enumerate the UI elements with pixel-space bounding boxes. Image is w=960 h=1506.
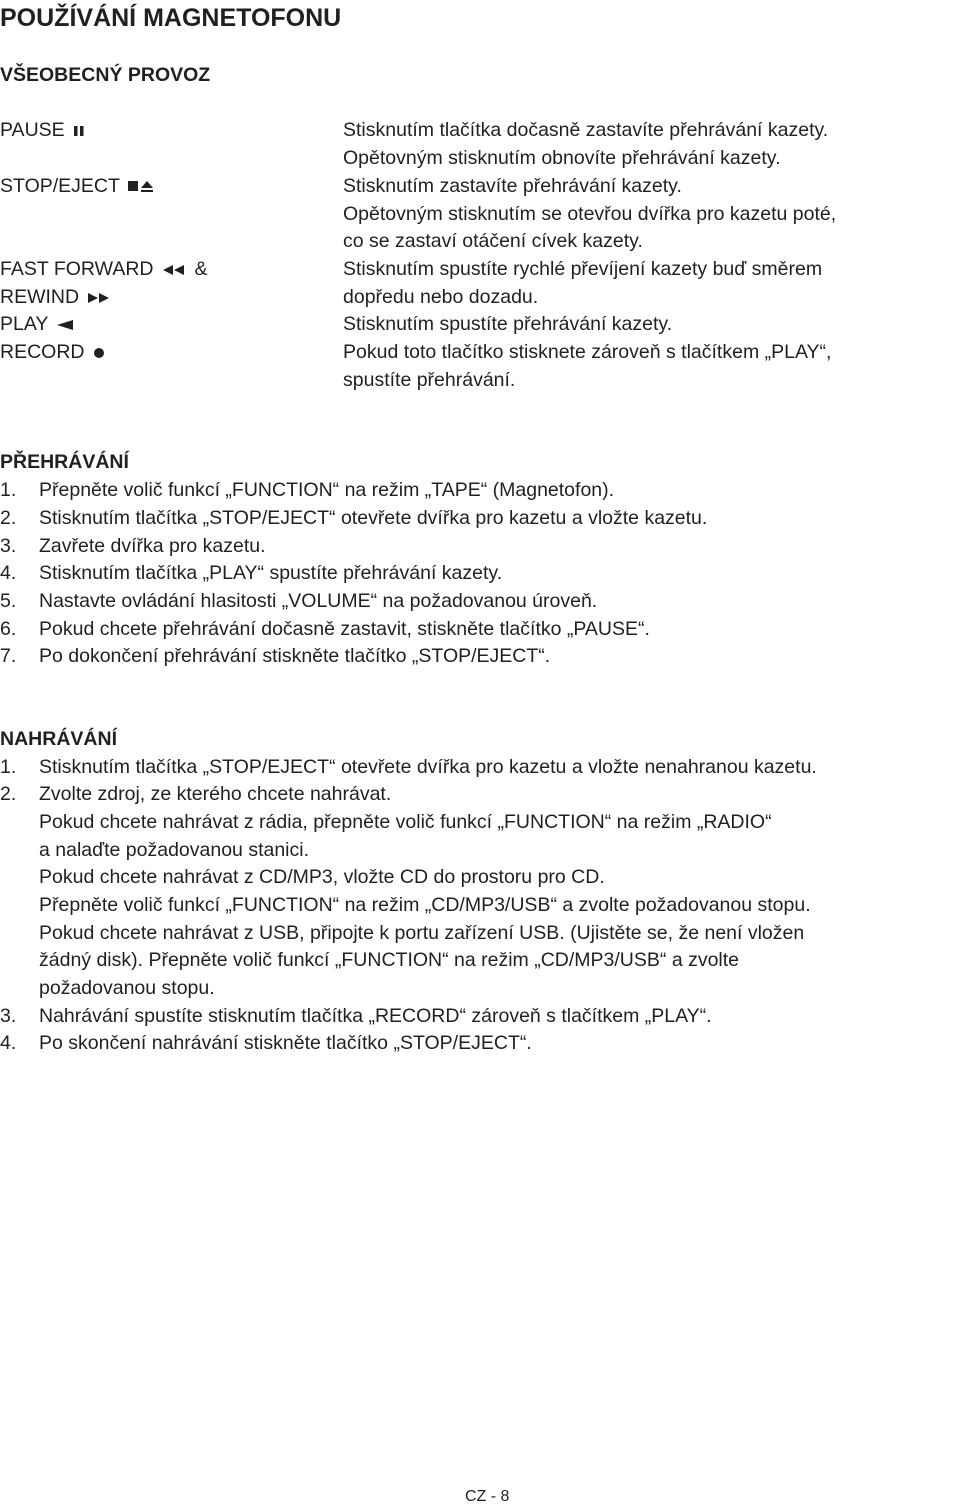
- step-number: 7.: [0, 645, 17, 667]
- page-number: CZ - 8: [465, 1488, 510, 1505]
- recording-step-text: Přepněte volič funkcí „FUNCTION“ na režim „CD/MP3/USB“ a zvolte požadovanou stopu.: [39, 894, 811, 916]
- fast-forward-icon: [162, 264, 186, 276]
- step-number: 5.: [0, 590, 17, 612]
- recording-step-text: Po skončení nahrávání stiskněte tlačítko „STOP/EJECT“.: [39, 1032, 532, 1054]
- record-desc-line: spustíte přehrávání.: [343, 369, 516, 391]
- step-number: 4.: [0, 562, 17, 584]
- recording-step-text: a nalaďte požadovanou stanici.: [39, 839, 310, 861]
- fast-forward-desc-line: dopředu nebo dozadu.: [343, 286, 539, 308]
- fast-forward-desc-line: Stisknutím spustíte rychlé převíjení kazety buď směrem: [343, 258, 823, 280]
- recording-step-text: Zvolte zdroj, ze kterého chcete nahrávat.: [39, 783, 392, 805]
- playback-step-text: Stisknutím tlačítka „PLAY“ spustíte přehrávání kazety.: [39, 562, 503, 584]
- fast-forward-suffix: &: [194, 258, 208, 280]
- playback-step-text: Pokud chcete přehrávání dočasně zastavit, stiskněte tlačítko „PAUSE“.: [39, 618, 650, 640]
- record-label: RECORD: [0, 341, 85, 363]
- page-title: POUŽÍVÁNÍ MAGNETOFONU: [0, 4, 342, 32]
- playback-step-text: Po dokončení přehrávání stiskněte tlačítko „STOP/EJECT“.: [39, 645, 551, 667]
- stop-eject-icon: [128, 180, 154, 193]
- rewind-icon: [87, 292, 111, 304]
- stop-eject-desc-line: Stisknutím zastavíte přehrávání kazety.: [343, 175, 682, 197]
- step-number: 2.: [0, 783, 17, 805]
- step-number: 4.: [0, 1032, 17, 1054]
- rewind-label: REWIND: [0, 286, 80, 308]
- step-number: 1.: [0, 479, 17, 501]
- playback-step-text: Zavřete dvířka pro kazetu.: [39, 535, 266, 557]
- button-label-stop-eject: [0, 175, 154, 198]
- section-heading-general: VŠEOBECNÝ PROVOZ: [0, 64, 211, 86]
- button-label-play: [0, 313, 74, 336]
- step-number: 2.: [0, 507, 17, 529]
- step-number: 3.: [0, 535, 17, 557]
- step-number: 3.: [0, 1005, 17, 1027]
- recording-step-text: Pokud chcete nahrávat z rádia, přepněte volič funkcí „FUNCTION“ na režim „RADIO“: [39, 811, 772, 833]
- recording-step-text: Stisknutím tlačítka „STOP/EJECT“ otevřete dvířka pro kazetu a vložte nenahranou kazetu.: [39, 756, 817, 778]
- recording-step-text: Pokud chcete nahrávat z USB, připojte k portu zařízení USB. (Ujistěte se, že není vložen: [39, 922, 805, 944]
- stop-eject-desc-line: Opětovným stisknutím se otevřou dvířka pro kazetu poté,: [343, 203, 837, 225]
- playback-step-text: Nastavte ovládání hlasitosti „VOLUME“ na požadovanou úroveň.: [39, 590, 598, 612]
- pause-icon: [73, 125, 85, 137]
- pause-desc-line: Stisknutím tlačítka dočasně zastavíte přehrávání kazety.: [343, 119, 829, 141]
- pause-label: PAUSE: [0, 119, 65, 141]
- play-desc-line: Stisknutím spustíte přehrávání kazety.: [343, 313, 673, 335]
- pause-desc-line: Opětovným stisknutím obnovíte přehrávání kazety.: [343, 147, 781, 169]
- recording-step-text: žádný disk). Přepněte volič funkcí „FUNCTION“ na režim „CD/MP3/USB“ a zvolte: [39, 949, 740, 971]
- step-number: 1.: [0, 756, 17, 778]
- playback-step-text: Stisknutím tlačítka „STOP/EJECT“ otevřete dvířka pro kazetu a vložte kazetu.: [39, 507, 708, 529]
- fast-forward-label: FAST FORWARD: [0, 258, 154, 280]
- button-label-rewind: [0, 286, 111, 309]
- record-desc-line: Pokud toto tlačítko stisknete zároveň s tlačítkem „PLAY“,: [343, 341, 832, 363]
- recording-step-text: Pokud chcete nahrávat z CD/MP3, vložte CD do prostoru pro CD.: [39, 866, 605, 888]
- stop-eject-desc-line: co se zastaví otáčení cívek kazety.: [343, 230, 643, 252]
- play-icon: [56, 319, 74, 331]
- section-heading-recording: NAHRÁVÁNÍ: [0, 728, 117, 750]
- button-label-record: [0, 341, 105, 364]
- section-heading-playback: PŘEHRÁVÁNÍ: [0, 451, 129, 473]
- recording-step-text: požadovanou stopu.: [39, 977, 215, 999]
- record-icon: [93, 347, 105, 359]
- playback-step-text: Přepněte volič funkcí „FUNCTION“ na režim „TAPE“ (Magnetofon).: [39, 479, 615, 501]
- play-label: PLAY: [0, 313, 49, 335]
- button-label-pause: [0, 119, 85, 142]
- recording-step-text: Nahrávání spustíte stisknutím tlačítka „RECORD“ zároveň s tlačítkem „PLAY“.: [39, 1005, 712, 1027]
- button-label-fast-forward: [0, 258, 208, 281]
- step-number: 6.: [0, 618, 17, 640]
- stop-eject-label: STOP/EJECT: [0, 175, 120, 197]
